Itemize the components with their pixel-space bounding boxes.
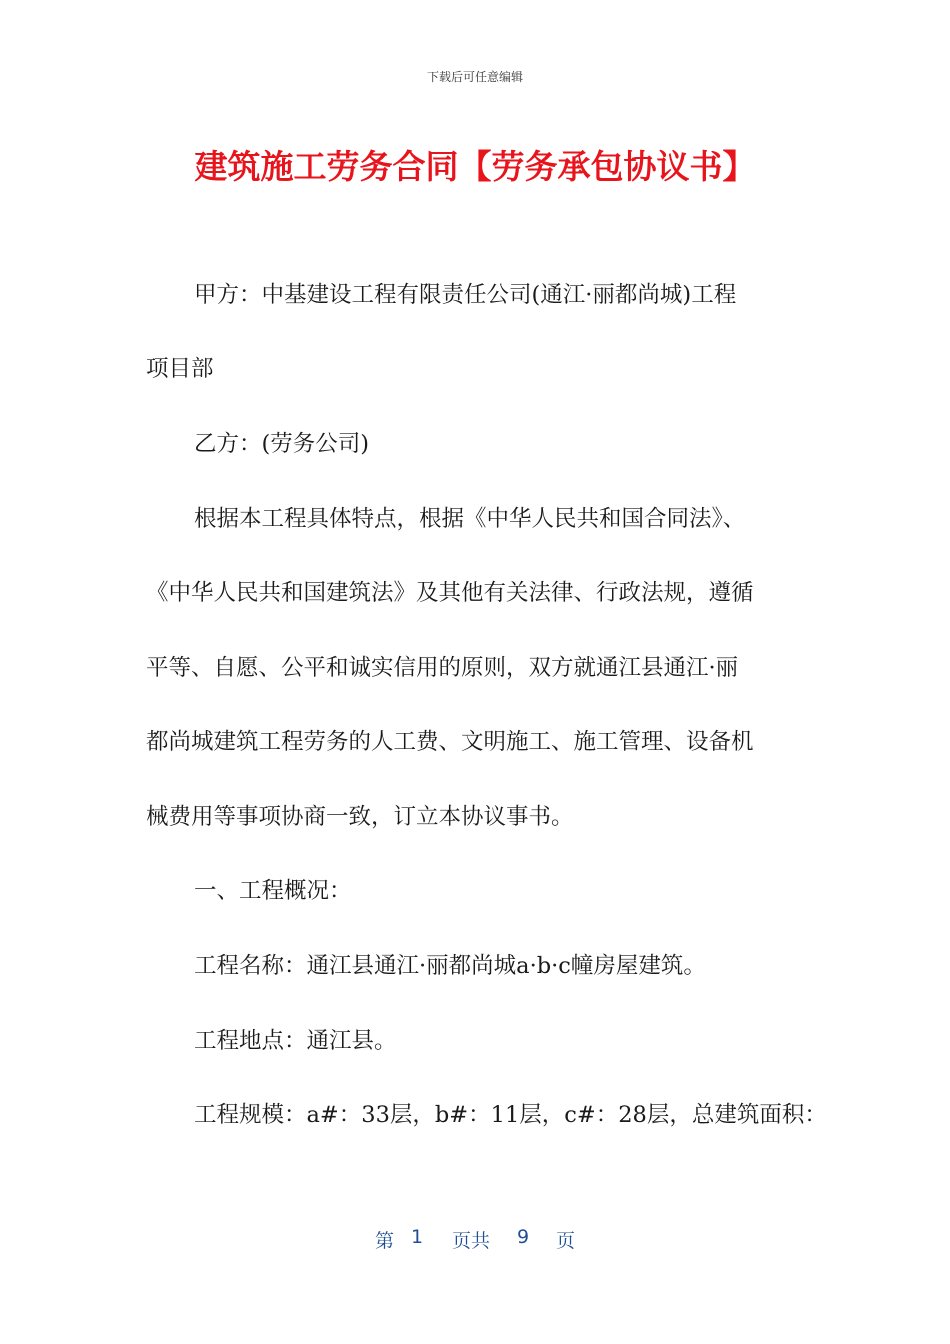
footer-total-pages: 9 — [517, 1226, 530, 1248]
party-a-line: 甲方：中基建设工程有限责任公司(通江·丽都尚城)工程 — [194, 282, 737, 308]
footer-ye: 页 — [556, 1230, 576, 1252]
footer-di: 第 — [375, 1230, 395, 1252]
paragraph-line: 都尚城建筑工程劳务的人工费、文明施工、施工管理、设备机 — [146, 729, 754, 755]
party-a-line-cont: 项目部 — [146, 356, 214, 382]
page-header-note: 下载后可任意编辑 — [426, 70, 523, 84]
paragraph-line: 械费用等事项协商一致，订立本协议事书。 — [146, 804, 574, 830]
paragraph-line: 根据本工程具体特点，根据《中华人民共和国合同法》、 — [194, 506, 746, 532]
project-location-line: 工程地点：通江县。 — [194, 1028, 397, 1054]
section-heading: 一、工程概况： — [194, 878, 352, 904]
document-title: 建筑施工劳务合同【劳务承包协议书】 — [194, 147, 756, 186]
project-scale-line: 工程规模：a#：33层，b#：11层，c#：28层，总建筑面积： — [194, 1102, 827, 1128]
project-name-line: 工程名称：通江县通江·丽都尚城a·b·c幢房屋建筑。 — [194, 953, 706, 979]
footer-ye-gong: 页共 — [452, 1230, 491, 1252]
footer-current-page: 1 — [411, 1226, 424, 1248]
party-b-line: 乙方：(劳务公司) — [194, 431, 370, 457]
paragraph-line: 《中华人民共和国建筑法》及其他有关法律、行政法规，遵循 — [146, 580, 754, 606]
paragraph-line: 平等、自愿、公平和诚实信用的原则，双方就通江县通江·丽 — [146, 655, 739, 681]
